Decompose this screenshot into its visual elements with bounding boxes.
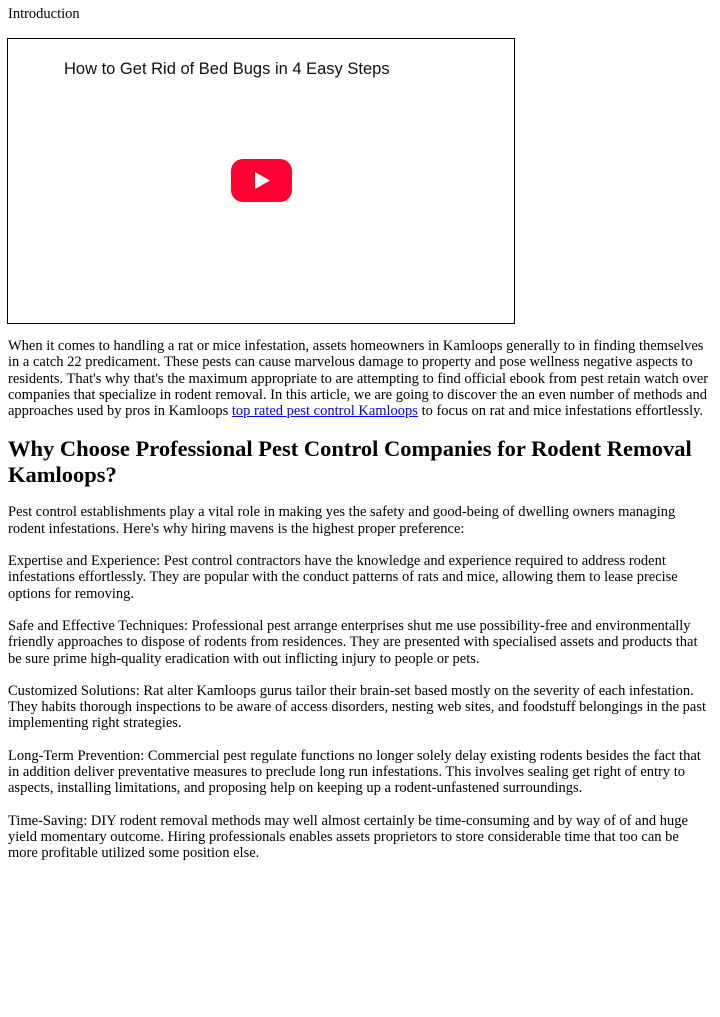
pest-control-link[interactable]: top rated pest control Kamloops	[231, 403, 418, 420]
paragraph-long-term-prevention: Long-Term Prevention: Commercial pest regulate functions no longer solely delay existing rodents besides the fact that in addition deliver preventative measures to preclude long run infestations. This involves sealing get right of entry to aspects, installing limitations, and proposing help on keeping up a rodent-unfastened surroundings.	[8, 747, 701, 797]
paragraph-customized-solutions: Customized Solutions: Rat alter Kamloops gurus tailor their brain-set based mostly on the severity of each infestation. They habits thorough inspections to be aware of access disorders, nesting web sites, and foodstuff belongings in the past implementing right strategies.	[8, 682, 707, 732]
section-heading: Why Choose Professional Pest Control Companies for Rodent Removal Kamloops?	[8, 436, 692, 488]
lead-text-after-link: to focus on rat and mice infestations effortlessly.	[417, 403, 704, 420]
lead-paragraph	[8, 338, 712, 419]
youtube-play-icon	[231, 159, 292, 202]
video-embed[interactable]	[7, 38, 515, 324]
paragraph-intro: Pest control establishments play a vital role in making yes the safety and good-being of dwelling owners managing rodent infestations. Here's why hiring mavens is the highest proper preference:	[8, 504, 676, 537]
paragraph-expertise: Expertise and Experience: Pest control contractors have the knowledge and experience required to address rodent infestations effortlessly. They are popular with the conduct patterns of rats and mice, allowing them to lease precise options for removing.	[8, 553, 678, 602]
paragraph-time-saving: Time-Saving: DIY rodent removal methods may well almost certainly be time-consuming and by way of of and huge yield momentary outcome. Hiring professionals enables assets proprietors to store considerable time that too can be more profitable utilized some position else.	[8, 812, 688, 862]
video-title[interactable]: How to Get Rid of Bed Bugs in 4 Easy Steps	[64, 60, 390, 78]
article-content	[8, 338, 712, 878]
paragraph-safe-techniques: Safe and Effective Techniques: Professional pest arrange enterprises shut me use possibility-free and environmentally friendly approaches to dispose of rodents from residences. They are presented with specialised assets and products that be sure prime high-quality eradication with out inflicting injury to people or pets.	[8, 617, 698, 667]
intro-label: Introduction	[8, 6, 80, 22]
play-button[interactable]	[231, 159, 292, 202]
lead-text-before-link: When it comes to handling a rat or mice infestation, assets homeowners in Kamloops generally to in finding themselves in a catch 22 predicament. These pests can cause marvelous damage to property and pose wellness negative aspects to residents. That's why that's the maximum appropriate to are attempting to find official ebook from pest retain watch over companies that specialize in rodent removal. In this article, we are going to discover the an even number of methods and approaches used by pros in Kamloops	[8, 338, 709, 420]
